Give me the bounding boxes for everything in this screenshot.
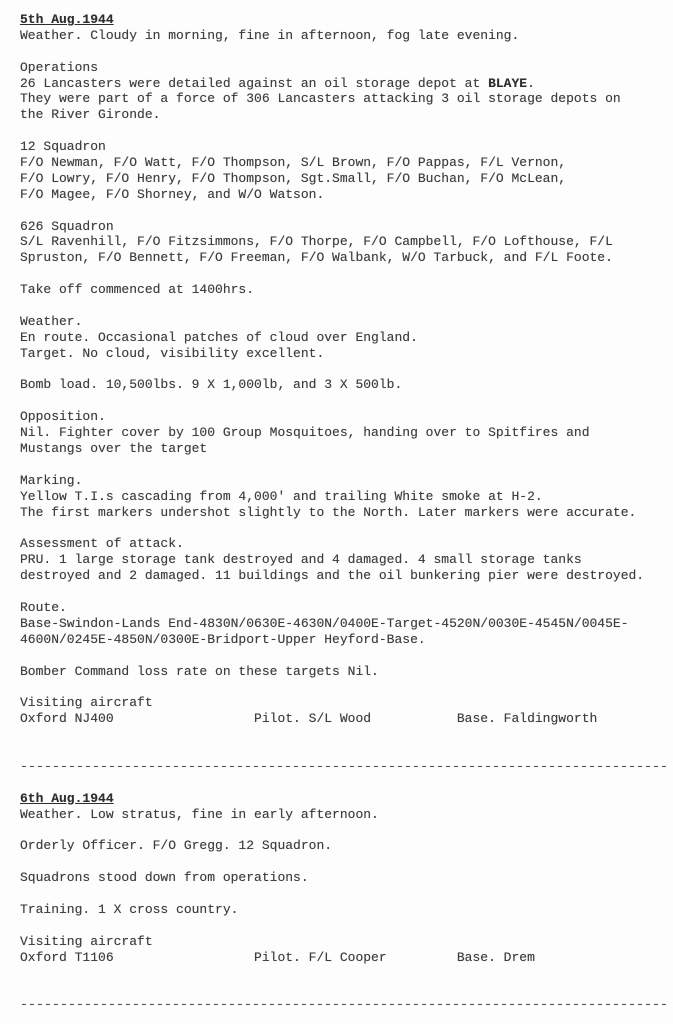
document-line: F/O Lowry, F/O Henry, F/O Thompson, Sgt.Small, F/O Buchan, F/O McLean, (20, 170, 567, 186)
document-line: Orderly Officer. F/O Gregg. 12 Squadron. (20, 838, 333, 854)
document-line: Mustangs over the target (20, 441, 208, 457)
blank-line (20, 743, 673, 759)
date-heading: 5th Aug.1944 (20, 12, 114, 27)
document-line: They were part of a force of 306 Lancasters attacking 3 oil storage depots on (20, 91, 621, 107)
blank-line (20, 362, 673, 378)
document-line: The first markers undershot slightly to the North. Later markers were accurate. (20, 504, 637, 520)
document-line: Base-Swindon-Lands End-4830N/0630E-4630N/0400E-Target-4520N/0030E-4545N/0045E- (20, 615, 629, 631)
blank-line (20, 584, 673, 600)
blank-line (20, 123, 673, 139)
blank-line (20, 854, 673, 870)
text-segment: 26 Lancasters were detailed against an oil storage depot at (20, 75, 489, 91)
date-heading: 6th Aug.1944 (20, 790, 114, 806)
document-line: Target. No cloud, visibility excellent. (20, 345, 325, 361)
document-line: S/L Ravenhill, F/O Fitzsimmons, F/O Thorpe, F/O Campbell, F/O Lofthouse, F/L (20, 234, 613, 250)
blank-line (20, 822, 673, 838)
document-line: Visiting aircraft (20, 933, 153, 949)
document-line: destroyed and 2 damaged. 11 buildings and the oil bunkering pier were destroyed. (20, 568, 645, 584)
text-segment: . (527, 75, 535, 91)
document-line: 626 Squadron (20, 218, 114, 234)
log-entry (20, 12, 673, 759)
document-line: Squadrons stood down from operations. (20, 870, 309, 886)
blank-line (20, 981, 673, 997)
blank-line (20, 203, 673, 219)
document-line: Weather. (20, 313, 83, 329)
blank-line (20, 298, 673, 314)
separator-line: --------------------------------------------------------------------------------- (20, 997, 669, 1013)
document-line: Spruston, F/O Bennett, F/O Freeman, F/O Walbank, W/O Tarbuck, and F/L Foote. (20, 250, 613, 266)
document-line (20, 76, 673, 92)
emphasized-text: BLAYE (488, 75, 528, 91)
document-line: 4600N/0245E-4850N/0300E-Bridport-Upper Heyford-Base. (20, 631, 426, 647)
document-line: Route. (20, 599, 67, 615)
document-line: Weather. Low stratus, fine in early afternoon. (20, 806, 379, 822)
document-line: Nil. Fighter cover by 100 Group Mosquitoes, handing over to Spitfires and (20, 425, 590, 441)
document-line: Bomber Command loss rate on these targets Nil. (20, 663, 379, 679)
document-line: F/O Newman, F/O Watt, F/O Thompson, S/L Brown, F/O Pappas, F/L Vernon, (20, 155, 567, 171)
blank-line (20, 521, 673, 537)
log-entry (20, 775, 673, 997)
blank-line (20, 679, 673, 695)
blank-line (20, 44, 673, 60)
blank-line (20, 266, 673, 282)
document-line: Yellow T.I.s cascading from 4,000' and trailing White smoke at H-2. (20, 488, 543, 504)
blank-line (20, 775, 673, 791)
document-line: 12 Squadron (20, 139, 106, 155)
blank-line (20, 965, 673, 981)
document-line: Oxford T1106 Pilot. F/L Cooper Base. Drem (20, 949, 535, 965)
typewriter-document (20, 12, 673, 1013)
blank-line (20, 457, 673, 473)
blank-line (20, 648, 673, 664)
document-line: F/O Magee, F/O Shorney, and W/O Watson. (20, 186, 325, 202)
document-line: En route. Occasional patches of cloud over England. (20, 329, 418, 345)
document-line: Bomb load. 10,500lbs. 9 X 1,000lb, and 3 X 500lb. (20, 377, 403, 393)
document-line: Visiting aircraft (20, 695, 153, 711)
blank-line (20, 727, 673, 743)
blank-line (20, 393, 673, 409)
document-line: Opposition. (20, 409, 106, 425)
document-line: Oxford NJ400 Pilot. S/L Wood Base. Faldingworth (20, 711, 598, 727)
document-line: Take off commenced at 1400hrs. (20, 282, 255, 298)
separator-line: --------------------------------------------------------------------------------- (20, 758, 669, 774)
document-line: Operations (20, 59, 99, 75)
document-line: Weather. Cloudy in morning, fine in afternoon, fog late evening. (20, 27, 520, 43)
document-line: the River Gironde. (20, 107, 161, 123)
document-line: Assessment of attack. (20, 536, 184, 552)
blank-line (20, 918, 673, 934)
blank-line (20, 886, 673, 902)
document-line: PRU. 1 large storage tank destroyed and 4 damaged. 4 small storage tanks (20, 552, 582, 568)
document-line: Training. 1 X cross country. (20, 901, 239, 917)
document-line: Marking. (20, 472, 83, 488)
